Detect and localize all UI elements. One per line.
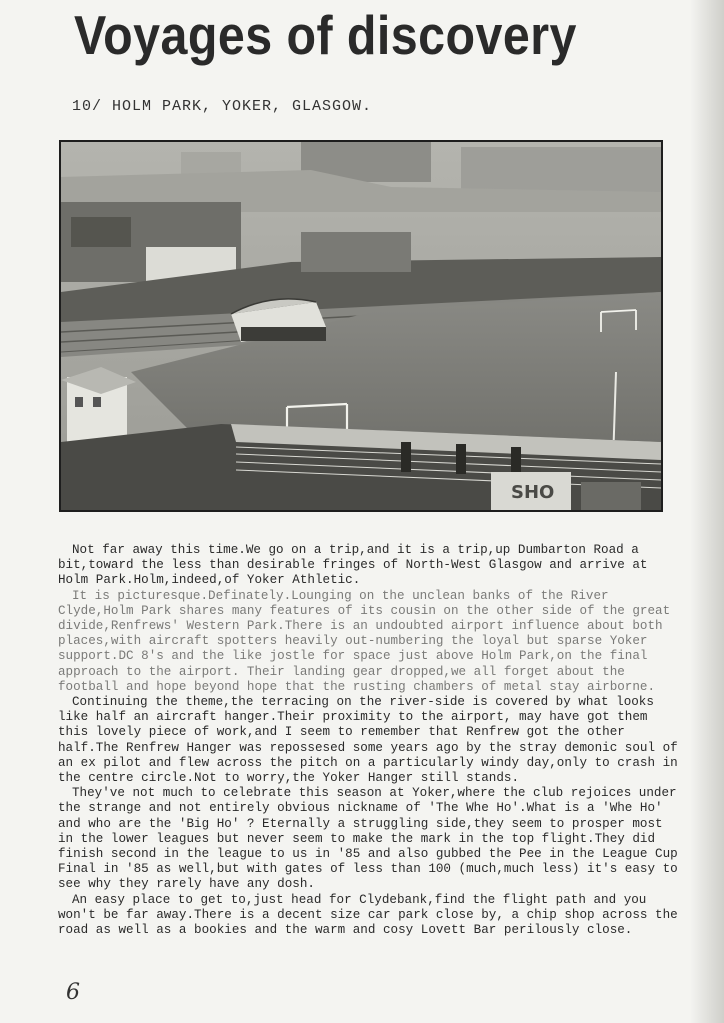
paragraph-5: An easy place to get to,just head for Clydebank,find the flight path and you won't be far away.There is a decent size car park close by, a chip shop across the road as well as a bookies and the warm and cosy Lovett Bar perilously close. [58,892,678,938]
article-subtitle: 10/ HOLM PARK, YOKER, GLASGOW. [72,98,373,115]
hoarding-text: SHO [511,482,555,503]
page-number: 6 [66,980,80,1005]
page-edge-shadow [690,0,724,1023]
article-body [58,543,678,938]
paragraph-2: It is picturesque.Definately.Lounging on the unclean banks of the River Clyde,Holm Park shares many features of its cousin on the other side of the great divide,Renfrews' Western Park.There is an undoubted airport influence about both places,with aircraft spotters heavily out-numbering the loyal but sparse Yoker support.DC 8's and the like jostle for space just above Holm Park,on the final approach to the airport. Their landing gear dropped,we all forget about the football and hope beyond hope that the rusting chambers of metal stay airborne. [58,588,671,694]
paragraph-1: Not far away this time.We go on a trip,and it is a trip,up Dumbarton Road a bit,toward the less than desirable fringes of North-West Glasgow and arrive at Holm Park.Holm,indeed,of Yoker Athletic. [58,543,648,588]
page-title: Voyages of discovery [74,4,577,66]
photo-image [59,140,663,512]
paragraph-4: They've not much to celebrate this season at Yoker,where the club rejoices under the strange and not entirely obvious nickname of 'The Whe Ho'.What is a 'Whe Ho' and who are the 'Big Ho' ? Eternally a struggling side,they seem to prosper most in the lower leagues but never seem to make the mark in the top flight.They did finish second in the league to us in '85 and also gubbed the Pee in the League Cup Final in '85 as well,but with gates of less than 100 (much,much less) it's easy to see why they rarely have any dosh. [58,786,678,892]
paragraph-3: Continuing the theme,the terracing on the river-side is covered by what looks like half an aircraft hanger.Their proximity to the airport, may have got them this lovely piece of work,and I seem to remember that Renfrew got the other half.The Renfrew Hanger was repossesed some years ago by the stray demonic soul of an ex pilot and flew across the pitch on a particularly windy day,only to crash in the centre circle.Not to worry,the Yoker Hanger still stands. [58,695,678,786]
